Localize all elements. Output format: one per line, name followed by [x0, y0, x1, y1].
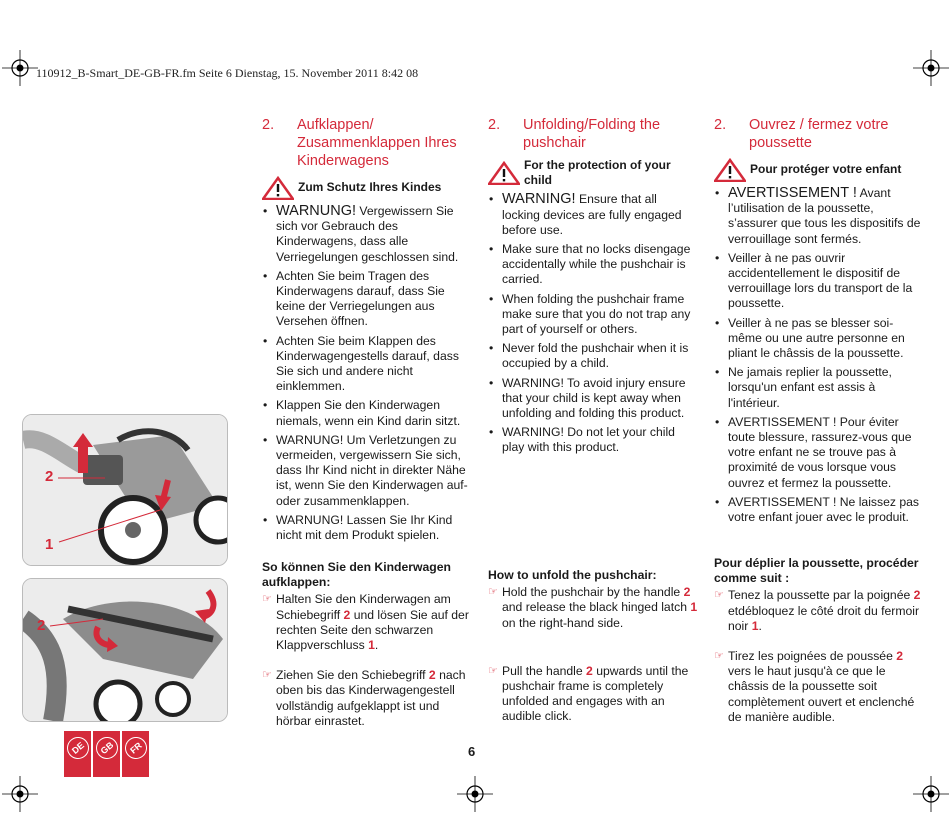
registration-mark-bottom-center [457, 776, 493, 812]
list-item: • WARNUNG! Um Verletzungen zu vermeiden, vergewissern Sie sich, dass Ihr Kind nicht in direkter Nähe ist, wenn Sie den Kinderwagen auf- oder zusammenklappen. [262, 433, 472, 509]
instructions-title-gb: How to unfold the pushchair: [488, 568, 657, 582]
leader-line-bottom [48, 615, 108, 635]
list-item: • Klappen Sie den Kinderwagen niemals, wenn ein Kind darin sitzt. [262, 398, 472, 428]
list-item: • AVERTISSEMENT ! Pour éviter toute blessure, rassurez-vous que votre enfant ne se trouve pas à proximité de vous lorsque vous ouvrez et fermez la poussette. [714, 415, 924, 491]
step-1-gb: ☞ Hold the pushchair by the handle 2 and release the black hinged latch 1 on the right-hand side. [488, 585, 698, 630]
registration-mark-top-left [2, 50, 38, 86]
figure-label-handle: 2 [45, 468, 54, 485]
leader-lines-top [55, 470, 175, 550]
warning-heading-fr: Pour protéger votre enfant [714, 158, 924, 182]
list-item: • Veiller à ne pas ouvrir accidentellement le dispositif de verrouillage lors du transport de la poussette. [714, 251, 924, 312]
registration-mark-top-right [913, 50, 949, 86]
section-title-gb: 2. Unfolding/Folding the pushchair [488, 117, 661, 151]
warning-triangle-icon [488, 161, 520, 185]
language-tab-gb: GB [93, 731, 120, 777]
step-2-de: ☞ Ziehen Sie den Schiebegriff 2 nach oben bis das Kinderwagengestell vollständig aufgeklappt ist und hörbar einrastet. [262, 668, 466, 728]
hand-arrow-icon: ☞ [488, 586, 498, 599]
warning-triangle-icon [714, 158, 746, 182]
registration-mark-bottom-left [2, 776, 38, 812]
list-item: • WARNUNG! Lassen Sie Ihr Kind nicht mit dem Produkt spielen. [262, 513, 472, 543]
list-item: • Veiller à ne pas se blesser soi-même ou une autre personne en pliant le châssis de la poussette. [714, 316, 924, 362]
list-item: • Ne jamais replier la poussette, lorsqu'un enfant est assis à l'intérieur. [714, 365, 924, 411]
list-item: • Never fold the pushchair when it is occupied by a child. [488, 341, 698, 371]
hand-arrow-icon: ☞ [262, 593, 272, 606]
list-item: • AVERTISSEMENT ! Ne laissez pas votre enfant jouer avec le produit. [714, 495, 924, 525]
figure-label-handle-2: 2 [37, 617, 46, 634]
instructions-title-de: So können Sie den Kinderwagen aufklappen: [262, 560, 451, 590]
warning-list-gb [488, 192, 698, 455]
instructions-title-fr: Pour déplier la poussette, procéder comme suit : [714, 556, 919, 586]
registration-mark-bottom-right [913, 776, 949, 812]
hand-arrow-icon: ☞ [488, 664, 498, 677]
step-2-fr: ☞ Tirez les poignées de poussée 2 vers le haut jusqu'à ce que le châssis de la poussette soit complètement ouvert et enclenché de manière audible. [714, 649, 915, 724]
warning-list-de [262, 204, 472, 543]
warning-heading-gb: For the protection of your child [488, 158, 698, 188]
section-gb [488, 116, 698, 460]
warning-heading-de: Zum Schutz Ihres Kindes [262, 176, 472, 200]
list-item: • Achten Sie beim Tragen des Kinderwagens darauf, dass Sie keine der Verriegelungen aus Versehen öffnen. [262, 269, 472, 330]
step-1-fr: ☞ Tenez la poussette par la poignée 2 etdébloquez le côté droit du fermoir noir 1. [714, 588, 921, 633]
instructions-fr [714, 556, 924, 725]
instructions-de [262, 560, 472, 729]
list-item: • Make sure that no locks disengage accidentally while the pushchair is carried. [488, 242, 698, 288]
hand-arrow-icon: ☞ [714, 589, 724, 602]
stroller-unfold-illustration [23, 579, 227, 721]
file-header: 110912_B-Smart_DE-GB-FR.fm Seite 6 Dienstag, 15. November 2011 8:42 08 [36, 66, 419, 80]
section-title-fr: 2. Ouvrez / fermez votre poussette [714, 117, 889, 151]
list-item: • WARNING! To avoid injury ensure that your child is kept away when unfolding and folding this product. [488, 376, 698, 422]
section-fr [714, 116, 924, 529]
hand-arrow-icon: ☞ [262, 669, 272, 682]
warning-triangle-icon [262, 176, 294, 200]
step-1-de: ☞ Halten Sie den Kinderwagen am Schiebegriff 2 und lösen Sie auf der rechten Seite den schwarzen Klappverschluss 1. [262, 592, 469, 653]
figure-label-latch: 1 [45, 536, 54, 553]
list-item: • Achten Sie beim Klappen des Kinderwagengestells darauf, dass Sie sich und andere nicht einklemmen. [262, 334, 472, 395]
list-item: • WARNING! Ensure that all locking devices are fully engaged before use. [488, 192, 698, 238]
list-item: • WARNING! Do not let your child play with this product. [488, 425, 698, 455]
section-de [262, 116, 472, 547]
warning-list-fr [714, 186, 924, 525]
list-item: • AVERTISSEMENT ! Avant l’utilisation de la poussette, s’assurer que tous les dispositifs de verrouillage sont fermés. [714, 186, 924, 247]
language-tab-fr: FR [122, 731, 149, 777]
step-2-gb: ☞ Pull the handle 2 upwards until the pushchair frame is completely unfolded and engages with an audible click. [488, 663, 689, 724]
hand-arrow-icon: ☞ [714, 650, 724, 663]
section-title-de: 2. Aufklappen/ Zusammenklappen Ihres Kinderwagens [262, 117, 457, 169]
page-number: 6 [468, 744, 476, 759]
list-item: • WARNUNG! Vergewissern Sie sich vor Gebrauch des Kinderwagens, dass alle Verriegelungen geschlossen sind. [262, 204, 472, 265]
instructions-gb [488, 568, 698, 725]
list-item: • When folding the pushchair frame make sure that you do not trap any part of yourself or others. [488, 292, 698, 338]
photo-pull-handle [22, 578, 228, 722]
language-tab-de: DE [64, 731, 91, 777]
